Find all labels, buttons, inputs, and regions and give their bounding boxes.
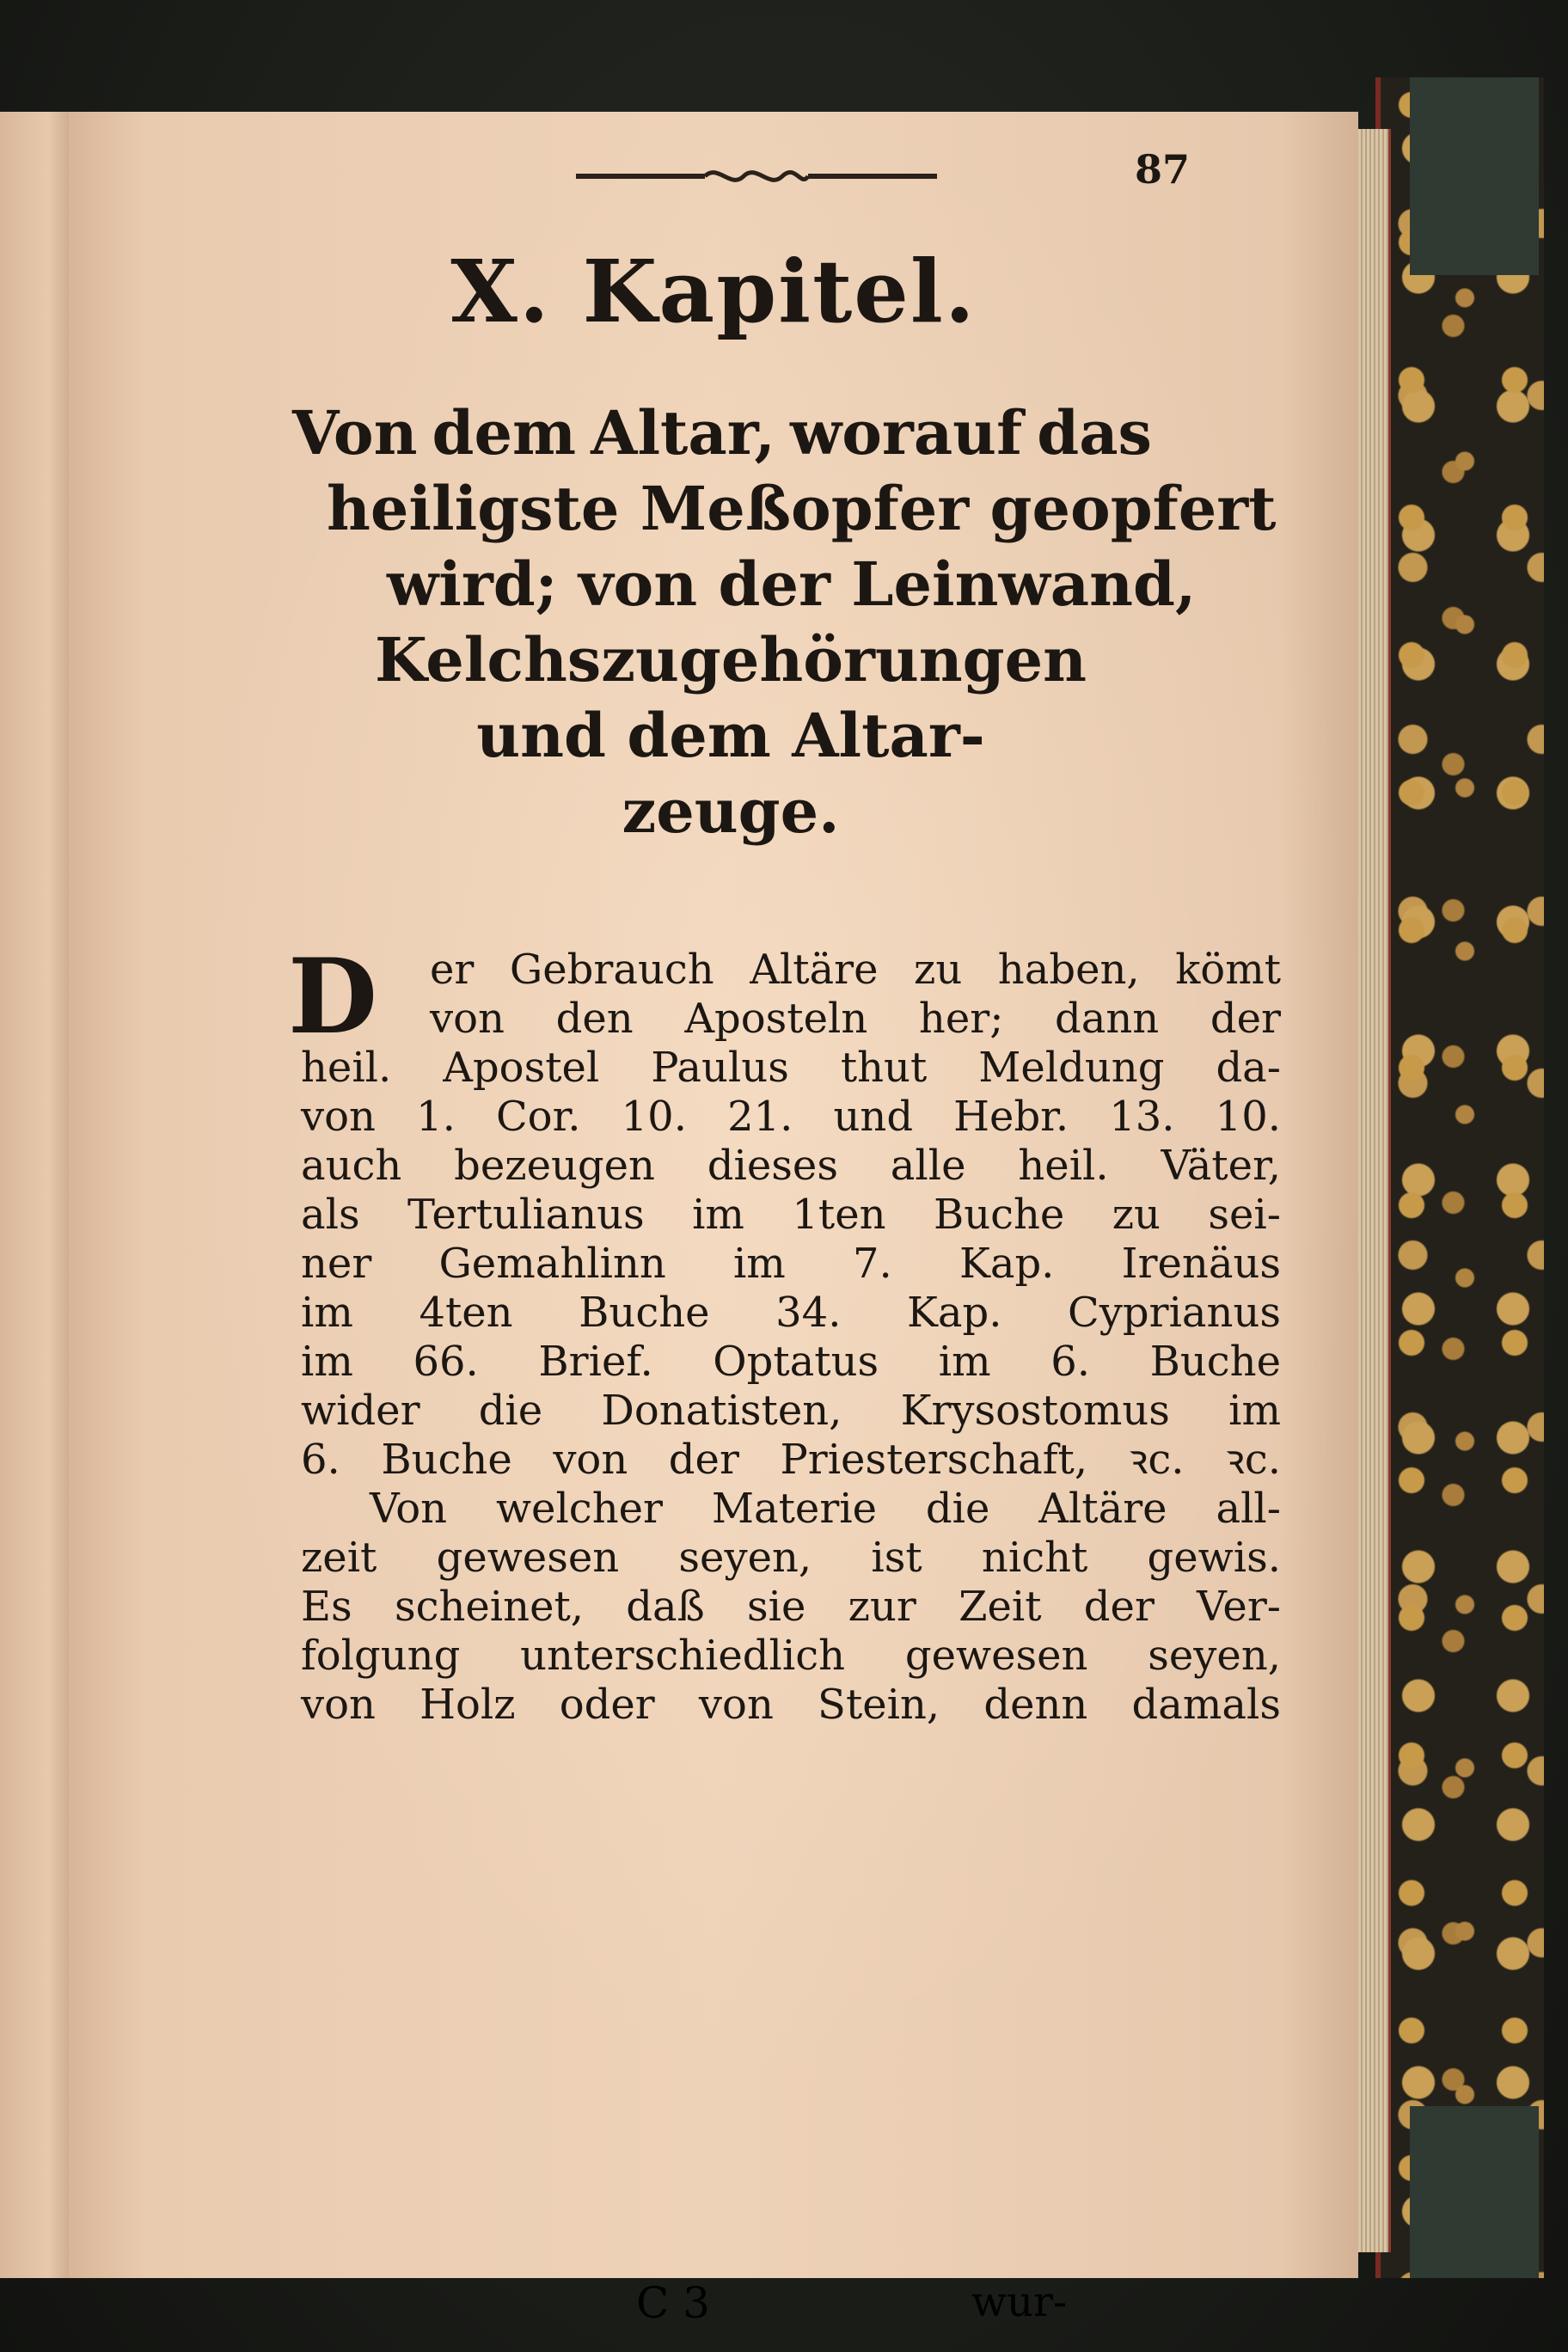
body-line: zeit gewesen seyen, ist nicht gewis. [301,1534,1281,1582]
page-number: 87 [1135,146,1191,193]
body-line: im 66. Brief. Optatus im 6. Buche [301,1338,1281,1386]
body-line: 6. Buche von der Priesterschaft, ꝛc. ꝛc. [301,1436,1281,1484]
body-line: wider die Donatisten, Krysostomus im [301,1387,1281,1435]
body-line: er Gebrauch Altäre zu haben, kömt [430,946,1281,994]
heading-word: Altar, [591,397,775,469]
heading-word: dem [432,397,577,469]
body-text [301,946,1281,1730]
heading-line: wird; von der Leinwand, [387,548,1197,620]
body-line: folgung unterschiedlich gewesen seyen, [301,1632,1281,1680]
body-line: Es scheinet, daß sie zur Zeit der Ver- [301,1583,1281,1631]
body-line: von den Aposteln her; dann der [430,995,1281,1043]
heading-word: das [1037,397,1152,469]
body-line: als Tertulianus im 1ten Buche zu sei- [301,1191,1281,1239]
body-line: von 1. Cor. 10. 21. und Hebr. 13. 10. [301,1093,1281,1141]
heading-line: Kelchszugehörungen [374,624,1087,695]
body-line: auch bezeugen dieses alle heil. Väter, [301,1142,1281,1190]
heading-line: und dem Altar- [476,700,985,771]
heading-line [292,395,1152,471]
body-line: im 4ten Buche 34. Kap. Cyprianus [301,1289,1281,1337]
book-page [69,112,1358,2278]
catchword: wur- [971,2278,1068,2326]
drop-cap: D [288,936,378,1057]
ornament-divider [576,163,937,189]
heading-word: Von [292,397,418,469]
signature-mark: C 3 [636,2278,710,2328]
chapter-heading [292,395,1277,849]
back-cover-board [1375,77,1544,2278]
body-line: von Holz oder von Stein, denn damals [301,1681,1281,1729]
chapter-title: X. Kapitel. [450,241,977,342]
body-line: Von welcher Materie die Altäre all- [370,1485,1281,1533]
heading-word: worauf [789,397,1023,469]
body-line: ner Gemahlinn im 7. Kap. Irenäus [301,1240,1281,1288]
heading-line: heiligste Meßopfer geopfert [327,473,1277,544]
body-line: heil. Apostel Paulus thut Meldung da- [301,1044,1281,1092]
cover-corner-bottom [1410,2106,1539,2278]
cover-corner-top [1410,77,1539,275]
heading-line: zeuge. [622,775,840,847]
left-page-edge [0,112,69,2278]
